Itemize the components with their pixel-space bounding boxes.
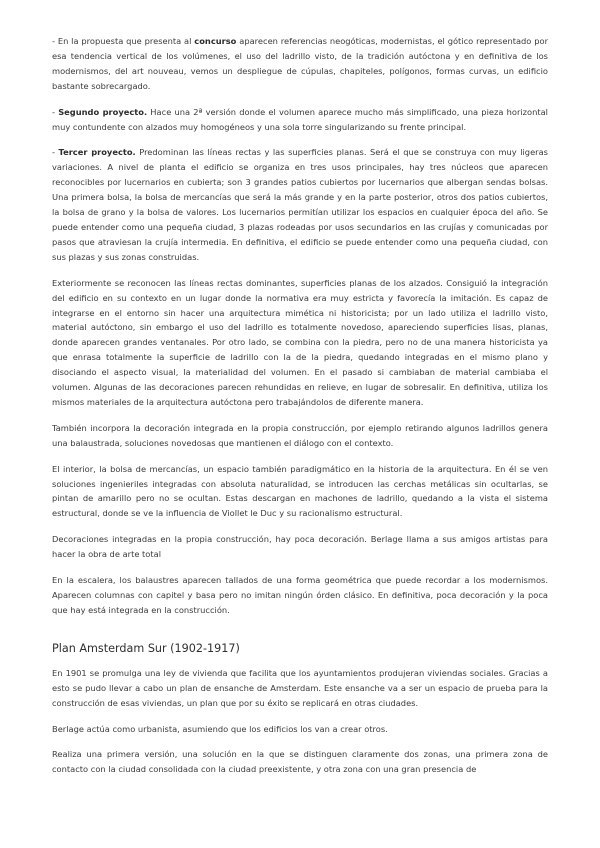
paragraph-exterior: Exteriormente se reconocen las líneas rectas dominantes, superficies planas de los alzados. Consiguió la integración del edificio en su contexto en un lugar donde la normativa era muy estricta y favorecía la imitación. Es capaz de integrarse en el entorno sin hacer una arquitectura mimética ni historicista; por un lado utiliza el ladrillo visto, material autóctono, sin embargo el uso del ladrillo es totalmente novedoso, apareciendo superficies lisas, planas, donde aparecen grandes ventanales. Por otro lado, se combina con la piedra, pero no de una manera historicista ya que enrasa totalmente la superficie de ladrillo con la de la piedra, quedando integradas en el mismo plano y disociando el aspecto visual, la materialidad del volumen. En el pasado si cambiaban de material cambiaba el volumen. Algunas de las decoraciones parecen rehundidas en relieve, en lugar de sobresalir. En definitiva, utiliza los mismos materiales de la arquitectura autóctona pero trabajándolos de diferente manera. <box>52 277 548 407</box>
paragraph-ley-vivienda: En 1901 se promulga una ley de vivienda que facilita que los ayuntamientos produjeran viviendas sociales. Gracias a esto se pudo llevar a cabo un plan de ensanche de Amsterdam. Este ensanche va a ser un espacio de prueba para la construcción de esas viviendas, un plan que por su éxito se replicará en otras ciudades. <box>52 667 548 708</box>
paragraph-concurso: - En la propuesta que presenta al concurso aparecen referencias neogóticas, modernistas, el gótico representado por esa tendencia vertical de los volúmenes, el uso del ladrillo visto, de la tradición autóctona y en definitiva de los modernismos, del art nouveau, vemos un despliegue de cúpulas, chapiteles, polígonos, formas curvas, un edificio bastante sobrecargado. <box>52 36 548 91</box>
paragraph-interior: El interior, la bolsa de mercancías, un espacio también paradigmático en la historia de la arquitectura. En él se ven soluciones ingenieriles integradas con absoluta naturalidad, se introducen las cerchas metálicas sin ocultarlas, se pintan de amarillo pero no se ocultan. Estas descargan en machones de ladrillo, quedando a la vista el sistema estructural, donde se ve la influencia de Viollet le Duc y su racionalismo estructural. <box>52 463 548 519</box>
paragraph-decoracion-integrada: También incorpora la decoración integrada en la propia construcción, por ejemplo retirando algunos ladrillos genera una balaustrada, soluciones novedosas que mantienen el diálogo con el contexto. <box>52 422 548 448</box>
paragraph-obra-de-arte-total: Decoraciones integradas en la propia construcción, hay poca decoración. Berlage llama a sus amigos artistas para hacer la obra de arte total <box>52 534 548 560</box>
term-concurso: concurso <box>194 36 237 46</box>
paragraph-tercer-proyecto: - Tercer proyecto. Predominan las líneas rectas y las superficies planas. Será el que se construya con muy ligeras variaciones. A nivel de planta el edificio se organiza en tres usos principales, hay tres núcleos que aparecen reconocibles por lucernarios en cubierta; son 3 grandes patios cubiertos por lucernarios que albergan sendas bolsas. Una primera bolsa, la bolsa de mercancías que será la más grande y en la parte posterior, otros dos patios cubiertos, la bolsa de grano y la bolsa de valores. Los lucernarios permitían utilizar los espacios en cualquier época del año. Se puede entender como una pequeña ciudad, 3 plazas rodeadas por usos secundarios en las crujías y comunicadas por pasos que atraviesan la crujía intermedia. En definitiva, el edificio se puede entender como una pequeña ciudad, con sus plazas y sus zonas construidas. <box>52 147 548 262</box>
section-heading: Plan Amsterdam Sur (1902-1917) <box>52 641 240 655</box>
term-segundo-proyecto: Segundo proyecto. <box>58 106 148 117</box>
paragraph-segundo-proyecto: - Segundo proyecto. Hace una 2ª versión donde el volumen aparece mucho más simplificado, una pieza horizontal muy contundente con alzados muy homogéneos y una sola torre singularizando su frente principal. <box>52 106 548 132</box>
paragraph-urbanista: Berlage actúa como urbanista, asumiendo que los edificios los van a crear otros. <box>52 723 388 734</box>
term-tercer-proyecto: Tercer proyecto. <box>58 147 136 158</box>
paragraph-escalera: En la escalera, los balaustres aparecen tallados de una forma geométrica que puede recordar a los modernismos. Aparecen columnas con capitel y basa pero no imitan ningún órden clásico. En definitiva, poca decoración y la poca que hay está integrada en la construcción. <box>52 575 548 615</box>
paragraph-primera-version: Realiza una primera versión, una solución en la que se distinguen claramente dos zonas, una primera zona de contacto con la ciudad consolidada con la ciudad preexistente, y otra zona con una gran presencia de <box>52 749 548 775</box>
